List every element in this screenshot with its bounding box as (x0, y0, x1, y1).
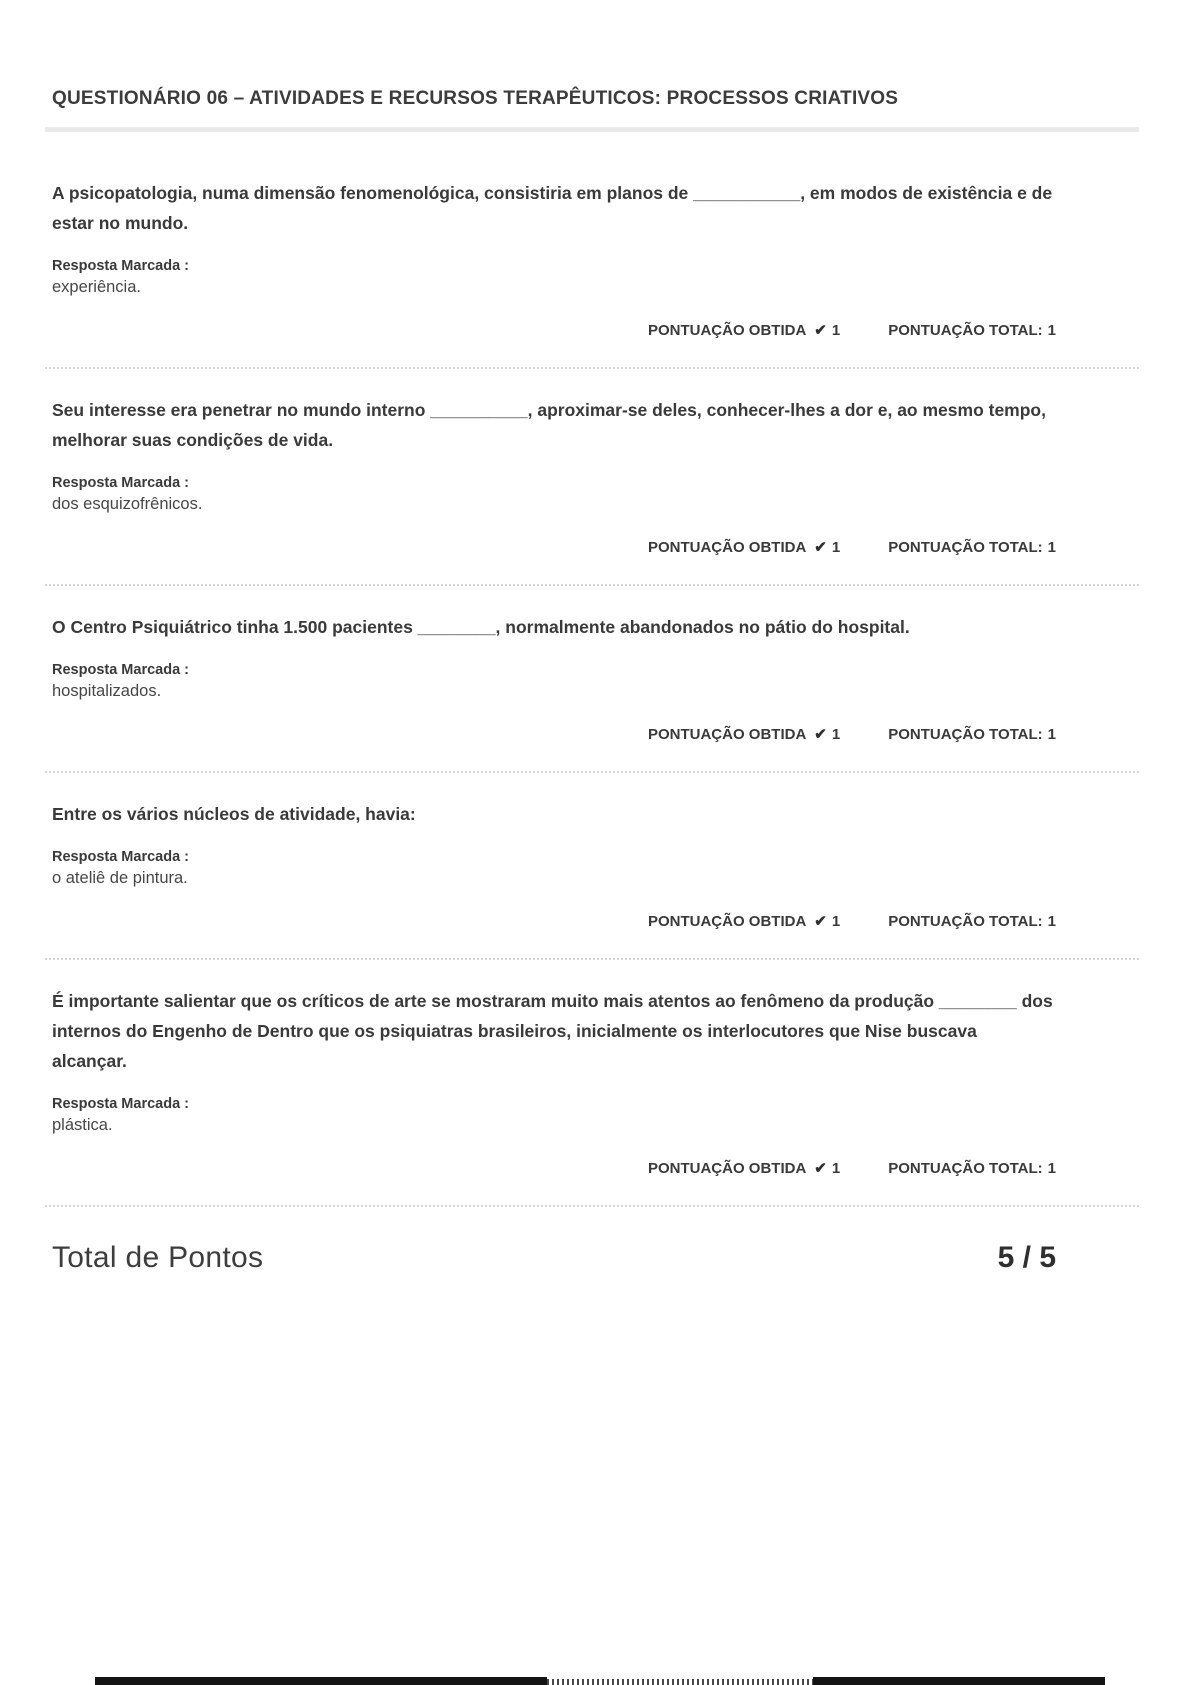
score-obtained-value: 1 (831, 912, 841, 930)
score-obtained-label: PONTUAÇÃO OBTIDA (647, 321, 807, 339)
footer-bar-segment (813, 1677, 1105, 1685)
score-obtained (648, 725, 840, 743)
score-obtained-value: 1 (831, 321, 841, 339)
score-total-value: 1 (1047, 912, 1056, 930)
question-text: É importante salientar que os críticos de arte se mostraram muito mais atentos ao fenômeno da produção ________ dos internos do Engenho de Dentro que os psiquiatras brasileiros, inicialmente os interlocutores que Nise buscava alcançar. (52, 991, 1053, 1071)
score-total-label: PONTUAÇÃO TOTAL: (888, 912, 1043, 930)
footer-bar-segment (95, 1677, 547, 1685)
score-total-label: PONTUAÇÃO TOTAL: (888, 538, 1043, 556)
score-total (888, 538, 1056, 556)
page-title: QUESTIONÁRIO 06 – ATIVIDADES E RECURSOS TERAPÊUTICOS: PROCESSOS CRIATIVOS (52, 88, 899, 109)
score-total (888, 912, 1056, 930)
answer-marked-label: Resposta Marcada : (52, 475, 189, 491)
question-block (52, 986, 1139, 1207)
score-row (52, 912, 1056, 930)
question-separator (45, 584, 1139, 586)
question-separator (45, 958, 1139, 960)
marked-answer: plástica. (52, 1116, 113, 1134)
question-text: O Centro Psiquiátrico tinha 1.500 pacientes ________, normalmente abandonados no pátio do hospital. (52, 617, 910, 637)
score-obtained (648, 321, 840, 339)
marked-answer: o ateliê de pintura. (52, 869, 188, 887)
score-total (888, 321, 1056, 339)
partial-footer-bar (95, 1677, 1105, 1685)
title-rule (45, 127, 1139, 132)
score-obtained-label: PONTUAÇÃO OBTIDA (647, 1159, 807, 1177)
score-row (52, 538, 1056, 556)
score-obtained-value: 1 (831, 725, 841, 743)
score-total-label: PONTUAÇÃO TOTAL: (888, 725, 1043, 743)
total-row (52, 1241, 1056, 1275)
score-total (888, 725, 1056, 743)
total-points-value: 5 / 5 (997, 1241, 1056, 1274)
question-block (52, 799, 1139, 960)
score-total (888, 1159, 1056, 1177)
check-icon: ✔ (814, 1160, 827, 1177)
question-block (52, 178, 1139, 369)
score-obtained-label: PONTUAÇÃO OBTIDA (647, 725, 807, 743)
score-obtained-label: PONTUAÇÃO OBTIDA (647, 912, 807, 930)
question-text: A psicopatologia, numa dimensão fenomenológica, consistiria em planos de ___________, em modos de existência e de estar no mundo. (52, 183, 1053, 233)
score-total-value: 1 (1047, 538, 1056, 556)
score-row (52, 1159, 1056, 1177)
check-icon: ✔ (814, 913, 827, 930)
score-obtained-label: PONTUAÇÃO OBTIDA (647, 538, 807, 556)
answer-marked-label: Resposta Marcada : (52, 662, 189, 678)
marked-answer: experiência. (52, 278, 141, 296)
answer-marked-label: Resposta Marcada : (52, 258, 189, 274)
score-obtained-value: 1 (831, 538, 841, 556)
score-total-label: PONTUAÇÃO TOTAL: (888, 321, 1043, 339)
check-icon: ✔ (814, 726, 827, 743)
score-total-label: PONTUAÇÃO TOTAL: (888, 1159, 1043, 1177)
footer-bar-microtext (547, 1679, 813, 1685)
score-row (52, 725, 1056, 743)
score-total-value: 1 (1047, 321, 1056, 339)
marked-answer: hospitalizados. (52, 682, 162, 700)
score-obtained (648, 538, 840, 556)
question-block (52, 395, 1139, 586)
question-list (52, 178, 1139, 1207)
check-icon: ✔ (814, 322, 827, 339)
answer-marked-label: Resposta Marcada : (52, 849, 189, 865)
score-total-value: 1 (1047, 1159, 1056, 1177)
score-row (52, 321, 1056, 339)
question-separator (45, 771, 1139, 773)
score-obtained (648, 912, 840, 930)
question-text: Seu interesse era penetrar no mundo interno __________, aproximar-se deles, conhecer-lhes a dor e, ao mesmo tempo, melhorar suas condições de vida. (52, 400, 1046, 450)
question-block (52, 612, 1139, 773)
marked-answer: dos esquizofrênicos. (52, 495, 203, 513)
score-obtained (648, 1159, 840, 1177)
score-obtained-value: 1 (831, 1159, 841, 1177)
total-points-label: Total de Pontos (52, 1241, 264, 1274)
score-total-value: 1 (1047, 725, 1056, 743)
question-text: Entre os vários núcleos de atividade, havia: (52, 804, 416, 824)
answer-marked-label: Resposta Marcada : (52, 1096, 189, 1112)
check-icon: ✔ (814, 539, 827, 556)
question-separator (45, 1205, 1139, 1207)
question-separator (45, 367, 1139, 369)
